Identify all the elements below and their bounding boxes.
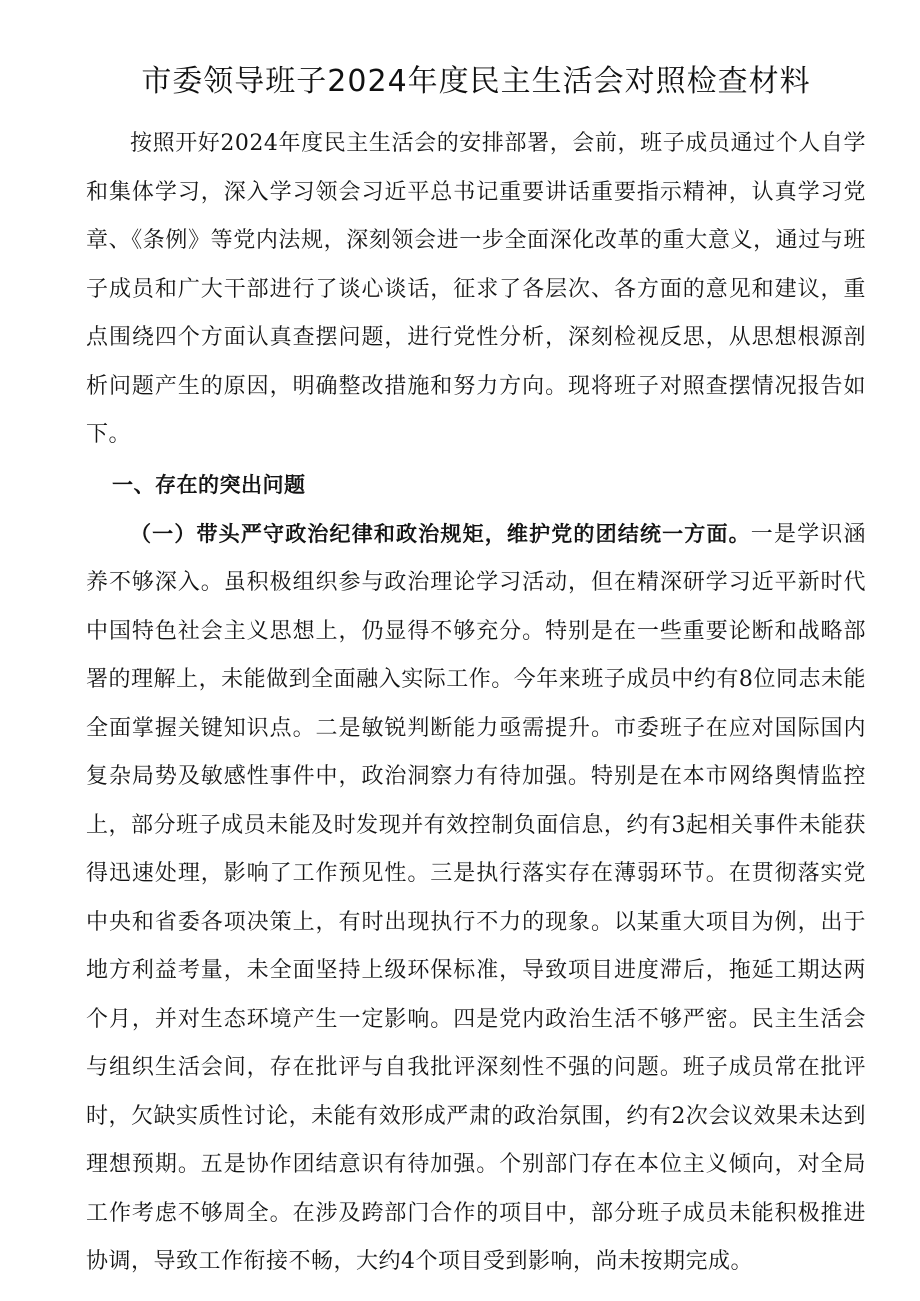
- subsection-lead-1: （一）带头严守政治纪律和政治规矩，维护党的团结统一方面。: [130, 521, 751, 546]
- intro-paragraph: 按照开好2024年度民主生活会的安排部署，会前，班子成员通过个人自学和集体学习，深入学习领会习近平总书记重要讲话重要指示精神，认真学习党章、《条例》等党内法规，深刻领会进一步全面深化改革的重大意义，通过与班子成员和广大干部进行了谈心谈话，征求了各层次、各方面的意见和建议，重点围绕四个方面认真查摆问题，进行党性分析，深刻检视反思，从思想根源剖析问题产生的原因，明确整改措施和努力方向。现将班子对照查摆情况报告如下。: [86, 131, 866, 447]
- section-heading-1: 一、存在的突出问题: [112, 472, 306, 497]
- subsection-body-1: 一是学识涵养不够深入。虽积极组织参与政治理论学习活动，但在精深研学习近平新时代中国特色社会主义思想上，仍显得不够充分。特别是在一些重要论断和战略部署的理解上，未能做到全面融入实际工作。今年来班子成员中约有8位同志未能全面掌握关键知识点。二是敏锐判断能力亟需提升。市委班子在应对国际国内复杂局势及敏感性事件中，政治洞察力有待加强。特别是在本市网络舆情监控上，部分班子成员未能及时发现并有效控制负面信息，约有3起相关事件未能获得迅速处理，影响了工作预见性。三是执行落实存在薄弱环节。在贯彻落实党中央和省委各项决策上，有时出现执行不力的现象。以某重大项目为例，出于地方利益考量，未全面坚持上级环保标准，导致项目进度滞后，拖延工期达两个月，并对生态环境产生一定影响。四是党内政治生活不够严密。民主生活会与组织生活会间，存在批评与自我批评深刻性不强的问题。班子成员常在批评时，欠缺实质性讨论，未能有效形成严肃的政治氛围，约有2次会议效果未达到理想预期。五是协作团结意识有待加强。个别部门存在本位主义倾向，对全局工作考虑不够周全。在涉及跨部门合作的项目中，部分班子成员未能积极推进协调，导致工作衔接不畅，大约4个项目受到影响，尚未按期完成。: [86, 521, 866, 1274]
- document-page: [86, 58, 866, 1287]
- document-title: 市委领导班子2024年度民主生活会对照检查材料: [141, 64, 811, 99]
- subsection-paragraph-1: [86, 510, 866, 1287]
